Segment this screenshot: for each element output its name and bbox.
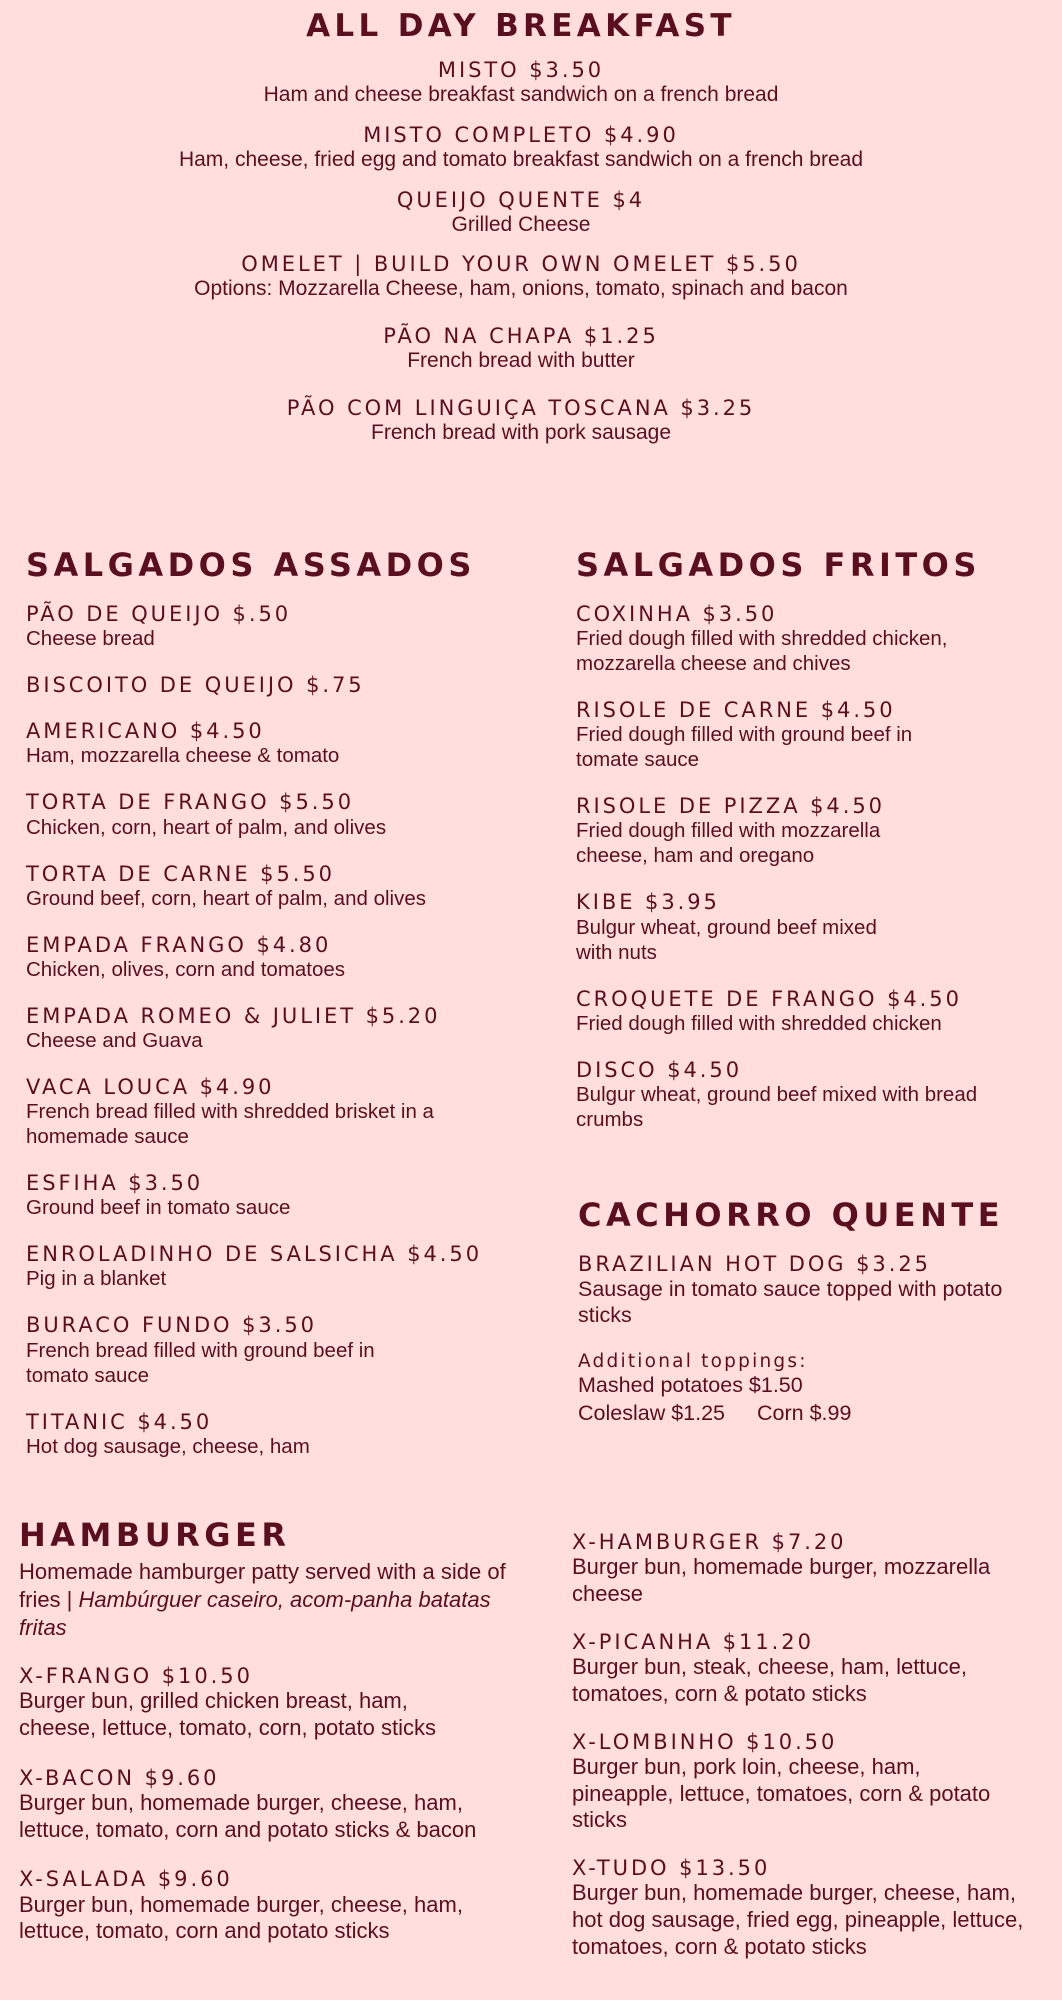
item-description: Ham, cheese, fried egg and tomato breakfast sandwich on a french bread [178, 147, 864, 171]
intro-italic-text: Hambúrguer caseiro, acom-panha batatas fritas [19, 1586, 491, 1640]
item-description: Pig in a blanket [26, 1267, 167, 1291]
item-description: French bread filled with ground beef in tomato sauce [26, 1338, 375, 1387]
menu-item [26, 862, 546, 911]
menu-item [0, 324, 1042, 374]
item-name: ESFIHA $3.50 [26, 1171, 204, 1196]
menu-item [576, 794, 1046, 868]
item-name: TORTA DE CARNE $5.50 [26, 861, 335, 886]
menu-item [19, 1664, 519, 1742]
menu-item [0, 188, 1042, 238]
menu-item [576, 1058, 1046, 1132]
menu-item [0, 252, 1042, 302]
item-description: Burger bun, homemade burger, cheese, ham, lettuce, tomato, corn and potato sticks [19, 1891, 463, 1944]
menu-item [26, 719, 546, 768]
item-name: OMELET | BUILD YOUR OWN OMELET $5.50 [241, 252, 801, 277]
item-name: PÃO DE QUEIJO $.50 [26, 602, 292, 626]
item-name: MISTO COMPLETO $4.90 [363, 122, 679, 147]
menu-item [0, 123, 1042, 173]
item-description: Fried dough filled with shredded chicken [576, 1011, 942, 1035]
section-title: HAMBURGER [19, 1516, 291, 1554]
item-name: X-FRANGO $10.50 [19, 1663, 253, 1688]
item-name: BISCOITO DE QUEIJO $.75 [26, 673, 365, 698]
item-name: EMPADA FRANGO $4.80 [26, 932, 332, 957]
item-description: Bulgur wheat, ground beef mixed with bread crumbs [576, 1082, 978, 1131]
item-description: Chicken, olives, corn and tomatoes [26, 957, 346, 981]
menu-item [26, 1410, 546, 1459]
item-name: PÃO NA CHAPA $1.25 [383, 324, 659, 348]
menu-item [26, 790, 546, 839]
item-name: KIBE $3.95 [576, 890, 720, 915]
toppings-list [578, 1372, 1038, 1428]
item-description: Fried dough filled with shredded chicken, mozzarella cheese and chives [576, 627, 948, 676]
menu-item [26, 933, 546, 982]
item-name: TORTA DE FRANGO $5.50 [26, 790, 355, 815]
topping-row [578, 1400, 1038, 1428]
menu-item [19, 1867, 519, 1945]
topping-item: Mashed potatoes $1.50 [578, 1372, 803, 1397]
item-name: X-BACON $9.60 [19, 1765, 220, 1790]
menu-item [572, 1730, 1042, 1835]
item-description: Fried dough filled with mozzarella cheese, ham and oregano [576, 819, 881, 868]
item-description: Sausage in tomato sauce topped with potato sticks [578, 1277, 1003, 1328]
item-description: Options: Mozzarella Cheese, ham, onions, tomato, spinach and bacon [194, 277, 848, 301]
item-description: Chicken, corn, heart of palm, and olives [26, 815, 387, 839]
item-description: Burger bun, pork loin, cheese, ham, pineapple, lettuce, tomatoes, corn & potato sticks [572, 1753, 991, 1833]
toppings-label: Additional toppings: [578, 1350, 808, 1372]
section-intro [19, 1558, 519, 1642]
menu-item [576, 987, 1046, 1036]
item-name: RISOLE DE CARNE $4.50 [576, 698, 896, 723]
item-description: Ham, mozzarella cheese & tomato [26, 744, 340, 768]
breakfast-section [0, 8, 1042, 461]
item-name: TITANIC $4.50 [26, 1409, 213, 1434]
item-description: Burger bun, homemade burger, cheese, ham, lettuce, tomato, corn and potato sticks & bacon [19, 1789, 477, 1842]
menu-item [572, 1530, 1042, 1608]
menu-item [19, 1766, 519, 1844]
menu-item [26, 602, 546, 651]
cachorro-quente-section [578, 1196, 1038, 1427]
menu-item [0, 396, 1042, 446]
item-name: BRAZILIAN HOT DOG $3.25 [578, 1252, 931, 1276]
intro-text: Homemade hamburger patty served with a side of fries | [19, 1559, 506, 1612]
section-title: SALGADOS ASSADOS [26, 546, 476, 584]
item-description: Grilled Cheese [451, 212, 591, 236]
menu-item [26, 673, 546, 697]
salgados-fritos-section [576, 546, 1046, 1154]
item-description: Burger bun, steak, cheese, ham, lettuce, tomatoes, corn & potato sticks [572, 1653, 968, 1706]
item-name: EMPADA ROMEO & JULIET $5.20 [26, 1003, 441, 1028]
menu-item [576, 890, 1046, 964]
item-name: AMERICANO $4.50 [26, 719, 265, 744]
item-description: Cheese and Guava [26, 1028, 203, 1052]
hamburger-section-right [572, 1530, 1042, 1983]
item-description: Burger bun, homemade burger, cheese, ham, hot dog sausage, fried egg, pineapple, lettuce, tomatoes, corn & potato sticks [572, 1880, 1024, 1960]
menu-item [576, 602, 1046, 676]
item-description: Ground beef, corn, heart of palm, and olives [26, 886, 426, 910]
section-title: SALGADOS FRITOS [576, 546, 981, 584]
topping-item: Coleslaw $1.25 [578, 1400, 726, 1425]
item-name: PÃO COM LINGUIÇA TOSCANA $3.25 [286, 395, 756, 420]
item-description: Burger bun, grilled chicken breast, ham, cheese, lettuce, tomato, corn, potato sticks [19, 1687, 436, 1740]
item-description: French bread filled with shredded brisket in a homemade sauce [26, 1100, 434, 1149]
item-description: Ground beef in tomato sauce [26, 1196, 291, 1220]
item-name: X-SALADA $9.60 [19, 1867, 233, 1892]
salgados-assados-section [26, 546, 546, 1481]
item-description: Cheese bread [26, 627, 155, 651]
item-description: Hot dog sausage, cheese, ham [26, 1434, 310, 1458]
menu-item [572, 1856, 1042, 1961]
item-description: French bread with butter [407, 349, 635, 373]
item-name: CROQUETE DE FRANGO $4.50 [576, 986, 962, 1011]
item-name: BURACO FUNDO $3.50 [26, 1313, 317, 1338]
menu-item [26, 1004, 546, 1053]
menu-item [26, 1171, 546, 1220]
item-name: VACA LOUCA $4.90 [26, 1074, 275, 1099]
item-name: DISCO $4.50 [576, 1057, 743, 1082]
section-title: ALL DAY BREAKFAST [306, 8, 736, 44]
item-name: RISOLE DE PIZZA $4.50 [576, 794, 885, 819]
item-name: X-PICANHA $11.20 [572, 1629, 814, 1654]
item-name: COXINHA $3.50 [576, 602, 778, 626]
item-name: X-LOMBINHO $10.50 [572, 1729, 838, 1754]
menu-item [578, 1252, 1038, 1329]
item-name: ENROLADINHO DE SALSICHA $4.50 [26, 1242, 483, 1267]
item-description: Ham and cheese breakfast sandwich on a french bread [263, 83, 779, 107]
item-description: Fried dough filled with ground beef in tomate sauce [576, 723, 913, 772]
item-name: X-HAMBURGER $7.20 [572, 1530, 847, 1554]
item-description: Bulgur wheat, ground beef mixed with nuts [576, 915, 877, 964]
item-name: MISTO $3.50 [437, 58, 605, 82]
item-description: French bread with pork sausage [371, 420, 671, 444]
menu-item [0, 58, 1042, 108]
item-name: X-TUDO $13.50 [572, 1856, 771, 1881]
menu-item [26, 1242, 546, 1291]
menu-item [26, 1313, 546, 1387]
topping-item: Corn $.99 [757, 1400, 852, 1425]
menu-item [576, 698, 1046, 772]
menu-item [26, 1075, 546, 1149]
menu-item [572, 1630, 1042, 1708]
item-description: Burger bun, homemade burger, mozzarella cheese [572, 1554, 991, 1606]
hamburger-section [19, 1516, 519, 1969]
item-name: QUEIJO QUENTE $4 [396, 187, 646, 212]
section-title: CACHORRO QUENTE [578, 1196, 1005, 1234]
